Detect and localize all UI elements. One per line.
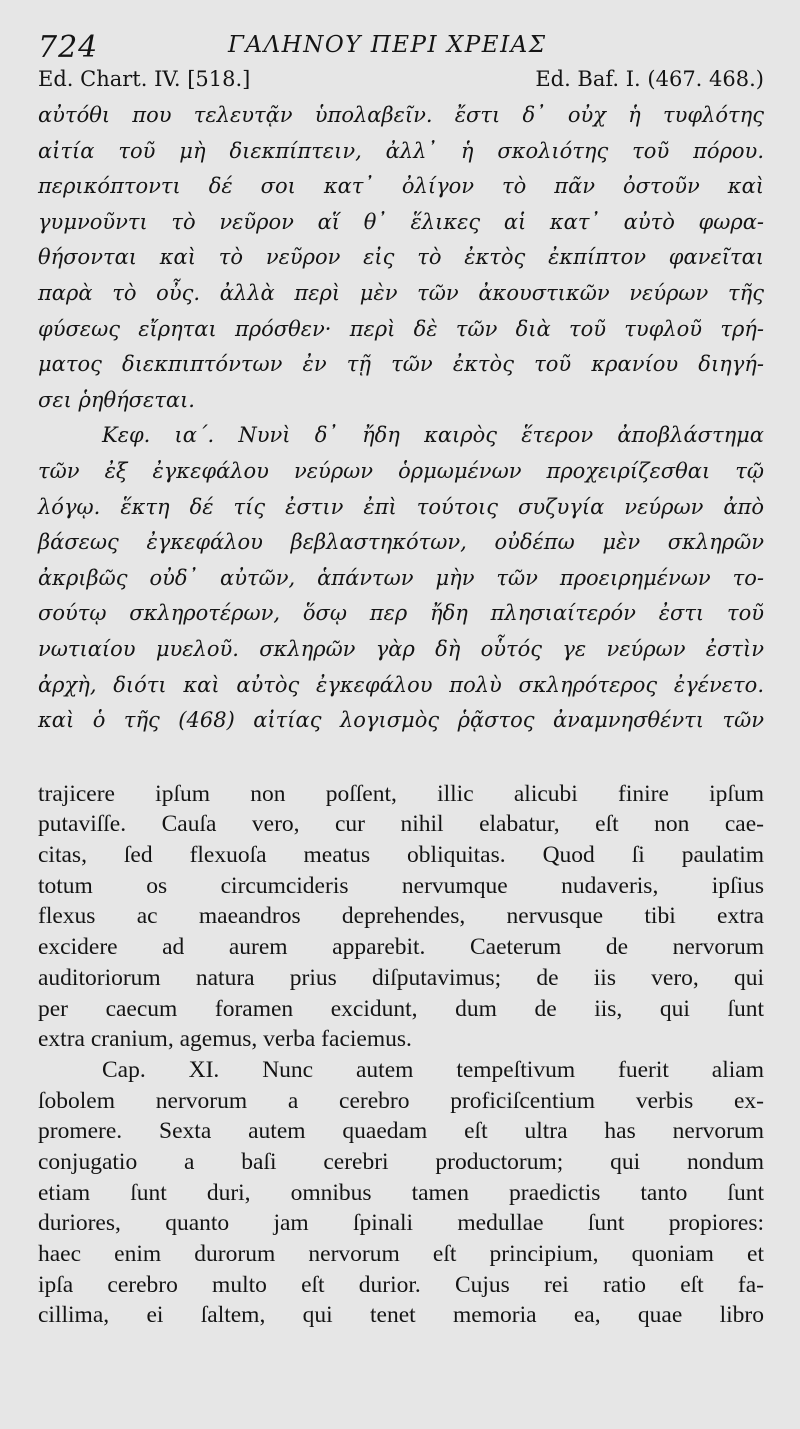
latin-line: haec enim durorum nervorum eſt principium, quoniam et (38, 1241, 764, 1267)
greek-line: φύσεως εἴρηται πρόσθεν· περὶ δὲ τῶν διὰ τοῦ τυφλοῦ τρή- (38, 316, 764, 341)
greek-line: αἰτία τοῦ μὴ διεκπίπτειν, ἀλλ᾽ ἡ σκολιότης τοῦ πόρου. (38, 138, 764, 163)
edition-references (38, 64, 764, 94)
page-header (38, 22, 764, 66)
latin-line: citas, ſed flexuoſa meatus obliquitas. Quod ſi paulatim (38, 842, 764, 869)
latin-chapter-heading-line: Cap. XI. Nunc autem tempeſtivum fuerit aliam (102, 1056, 764, 1083)
greek-line: περικόπτοντι δέ σοι κατ᾽ ὀλίγον τὸ πᾶν ὀστοῦν καὶ (38, 174, 764, 199)
latin-line: cillima, ei ſaltem, qui tenet memoria ea, quae libro (38, 1302, 764, 1329)
greek-line: ἀκριβῶς οὐδ᾽ αὐτῶν, ἁπάντων μὴν τῶν προειρημένων το- (38, 565, 764, 590)
greek-line: θήσονται καὶ τὸ νεῦρον εἰς τὸ ἐκτὸς ἐκπίπτον φανεῖται (38, 245, 764, 270)
latin-line: promere. Sexta autem quaedam eſt ultra has nervorum (38, 1118, 764, 1145)
edition-basel-reference: Ed. Baf. I. (467. 468.) (535, 67, 764, 91)
page-number: 724 (38, 30, 99, 65)
latin-line: excidere ad aurem apparebit. Caeterum de nervorum (38, 934, 764, 961)
greek-line: σει ῥηθήσεται. (38, 387, 195, 412)
greek-line: καὶ ὁ τῆς (468) αἰτίας λογισμὸς ῥᾷστος ἀναμνησθέντι τῶν (38, 708, 764, 733)
greek-line: σούτῳ σκληροτέρων, ὅσῳ περ ἤδη πλησιαίτερόν ἐστι τοῦ (38, 601, 764, 626)
latin-line: etiam ſunt duri, omnibus tamen praedictis tanto ſunt (38, 1179, 764, 1206)
latin-line: totum os circumcideris nervumque nudaveris, ipſius (38, 872, 764, 899)
latin-line: ipſa cerebro multo eſt durior. Cujus rei ratio eſt fa- (38, 1271, 764, 1298)
latin-line: conjugatio a baſi cerebri productorum; qui nondum (38, 1148, 764, 1175)
latin-line: extra cranium, agemus, verba faciemus. (38, 1026, 412, 1053)
greek-chapter-heading-line: Κεφ. ια΄. Νυνὶ δ᾽ ἤδη καιρὸς ἕτερον ἀποβλάστημα (102, 423, 764, 448)
latin-line: per caecum foramen excidunt, dum de iis, qui ſunt (38, 995, 764, 1022)
latin-line: putaviſſe. Cauſa vero, cur nihil elabatur, eſt non cae- (38, 811, 764, 838)
greek-line: αὐτόθι που τελευτᾷν ὑπολαβεῖν. ἔστι δ᾽ οὐχ ἡ τυφλότης (38, 103, 764, 127)
latin-text-block (38, 779, 764, 1331)
greek-line: παρὰ τὸ οὖς. ἀλλὰ περὶ μὲν τῶν ἀκουστικῶν νεύρων τῆς (38, 280, 764, 305)
greek-text-block (38, 98, 764, 739)
latin-line: trajicere ipſum non poſſent, illic alicubi finire ipſum (38, 780, 764, 807)
latin-line: flexus ac maeandros deprehendes, nervusque tibi extra (38, 903, 764, 930)
greek-line: ἀρχὴ, διότι καὶ αὐτὸς ἐγκεφάλου πολὺ σκληρότερος ἐγένετο. (38, 672, 764, 697)
edition-chart-reference: Ed. Chart. IV. [518.] (38, 67, 251, 91)
latin-line: auditoriorum natura prius diſputavimus; de iis vero, qui (38, 964, 764, 991)
greek-line: βάσεως ἐγκεφάλου βεβλαστηκότων, οὐδέπω μὲν σκληρῶν (38, 530, 764, 555)
greek-line: ματος διεκπιπτόντων ἐν τῇ τῶν ἐκτὸς τοῦ κρανίου διηγή- (38, 352, 764, 377)
latin-line: ſobolem nervorum a cerebro proficiſcentium verbis ex- (38, 1087, 764, 1114)
latin-line: duriores, quanto jam ſpinali medullae ſunt propiores: (38, 1210, 764, 1237)
running-title: ΓΑΛΗΝΟΥ ΠΕΡΙ ΧΡΕΙΑΣ (228, 32, 547, 58)
greek-line: τῶν ἐξ ἐγκεφάλου νεύρων ὁρμωμένων προχειρίζεσθαι τῷ (38, 458, 764, 483)
greek-line: λόγῳ. ἕκτη δέ τίς ἐστιν ἐπὶ τούτοις συζυγία νεύρων ἀπὸ (38, 494, 764, 519)
greek-line: νωτιαίου μυελοῦ. σκληρῶν γὰρ δὴ οὗτός γε νεύρων ἐστὶν (38, 636, 764, 661)
greek-line: γυμνοῦντι τὸ νεῦρον αἵ θ᾽ ἕλικες αἱ κατ᾽ αὐτὸ φωρα- (38, 209, 764, 234)
